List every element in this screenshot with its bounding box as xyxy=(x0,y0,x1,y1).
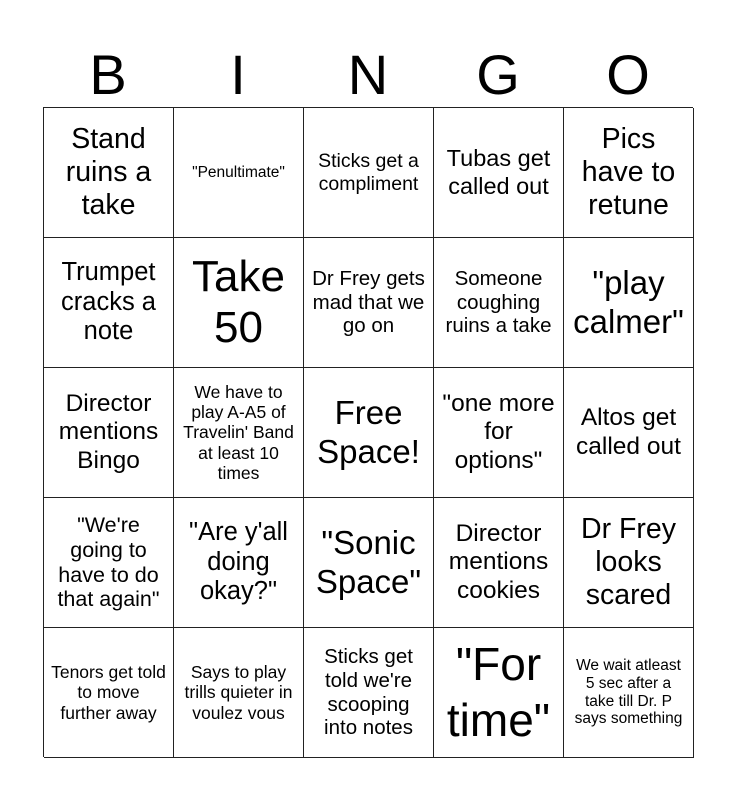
bingo-cell[interactable] xyxy=(174,628,304,758)
bingo-cell-text: "Penultimate" xyxy=(192,163,285,181)
bingo-cell[interactable] xyxy=(44,368,174,498)
header-letter-b: B xyxy=(89,43,127,106)
bingo-cell[interactable] xyxy=(434,108,564,238)
bingo-cell-text: Says to play trills quieter in voulez vous xyxy=(184,662,293,723)
bingo-cell[interactable] xyxy=(564,108,694,238)
bingo-card-grid xyxy=(43,107,693,757)
bingo-cell[interactable] xyxy=(44,628,174,758)
bingo-cell-text: "Sonic Space" xyxy=(315,524,422,600)
bingo-cell-text: Tenors get told to move further away xyxy=(51,662,166,723)
bingo-cell[interactable] xyxy=(174,498,304,628)
bingo-cell-text: "We're going to have to do that again" xyxy=(57,512,160,612)
bingo-cell[interactable] xyxy=(174,368,304,498)
bingo-cell[interactable] xyxy=(434,498,564,628)
bingo-cell[interactable] xyxy=(564,628,694,758)
bingo-cell-text: Stand ruins a take xyxy=(65,122,152,222)
bingo-cell[interactable] xyxy=(434,628,564,758)
bingo-cell-text: Free Space! xyxy=(317,394,420,470)
bingo-cell-text: Director mentions Bingo xyxy=(58,389,159,474)
bingo-cell[interactable] xyxy=(434,368,564,498)
header-letter-g: G xyxy=(476,43,520,106)
bingo-cell[interactable] xyxy=(44,238,174,368)
bingo-cell-text: Trumpet cracks a note xyxy=(61,258,156,346)
bingo-cell-text: Someone coughing ruins a take xyxy=(445,266,552,338)
bingo-cell[interactable] xyxy=(434,238,564,368)
header-letter-n: N xyxy=(347,43,389,106)
bingo-cell-text: Altos get called out xyxy=(576,404,681,460)
bingo-cell[interactable] xyxy=(304,628,434,758)
bingo-cell-text: We have to play A-A5 of Travelin' Band at least 10 times xyxy=(183,381,294,483)
header-letter-o: O xyxy=(606,43,650,106)
bingo-cell-text: Dr Frey gets mad that we go on xyxy=(312,266,425,338)
bingo-cell[interactable] xyxy=(304,498,434,628)
bingo-cell-text: "For time" xyxy=(446,638,551,746)
bingo-cell[interactable] xyxy=(564,368,694,498)
bingo-cell[interactable] xyxy=(174,108,304,238)
bingo-cell-free-space[interactable] xyxy=(304,368,434,498)
bingo-cell[interactable] xyxy=(304,238,434,368)
bingo-cell-text: Dr Frey looks scared xyxy=(581,512,676,612)
bingo-cell[interactable] xyxy=(44,498,174,628)
bingo-cell[interactable] xyxy=(564,238,694,368)
bingo-header xyxy=(43,44,693,106)
bingo-cell-text: "play calmer" xyxy=(573,264,684,340)
bingo-cell-text: "Are y'all doing okay?" xyxy=(189,518,288,606)
bingo-cell-text: We wait atleast 5 sec after a take till Dr. P says something xyxy=(574,656,683,728)
bingo-cell[interactable] xyxy=(564,498,694,628)
bingo-cell-text: "one more for options" xyxy=(442,389,555,474)
header-letter-i: I xyxy=(230,43,246,106)
bingo-cell-text: Sticks get a compliment xyxy=(318,149,419,195)
bingo-cell-text: Pics have to retune xyxy=(581,122,676,222)
bingo-cell-text: Sticks get told we're scooping into notes xyxy=(324,644,413,740)
bingo-cell-text: Tubas get called out xyxy=(446,145,551,199)
bingo-cell[interactable] xyxy=(304,108,434,238)
bingo-cell[interactable] xyxy=(174,238,304,368)
bingo-cell[interactable] xyxy=(44,108,174,238)
bingo-cell-text: Director mentions cookies xyxy=(448,519,549,604)
bingo-cell-text: Take 50 xyxy=(192,252,285,352)
